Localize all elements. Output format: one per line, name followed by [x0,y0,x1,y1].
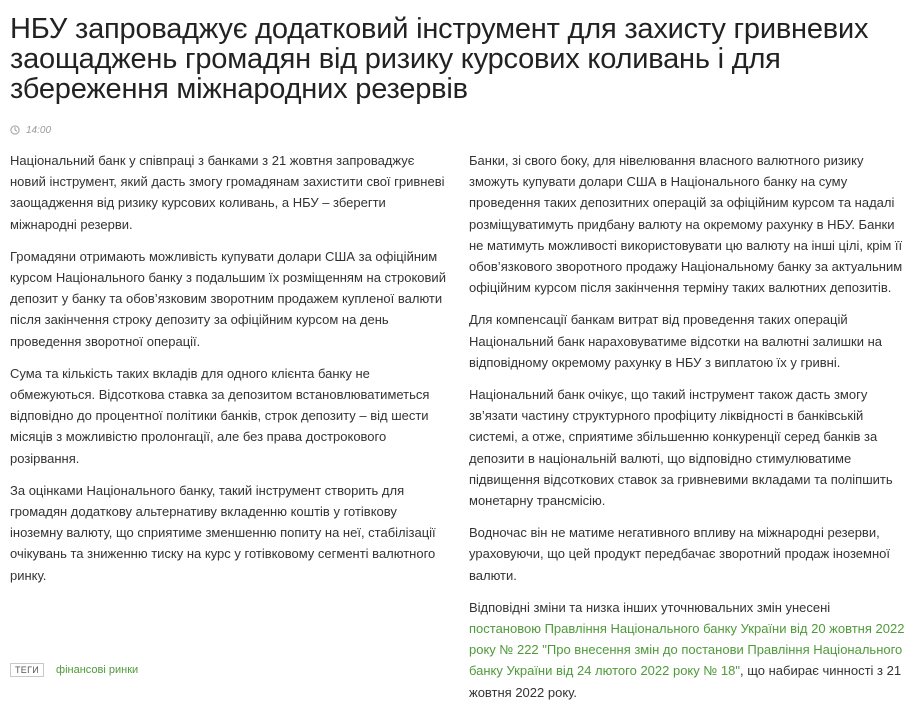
tag-link[interactable]: фінансові ринки [56,664,139,676]
paragraph: Водночас він не матиме негативного впливу на міжнародні резерви, ураховуючи, що цей продукт передбачає зворотний продаж іноземної валюти. [469,525,890,583]
clock-icon [10,125,20,135]
article-right-column [469,150,905,714]
article-left-column [10,150,446,597]
paragraph: Національний банк у співпраці з банками з 21 жовтня запроваджує новий інструмент, який дасть змогу громадянам захистити свої гривневі заощадження від ризику курсових коливань, а НБУ – зберегти міжнародні резерви. [10,153,445,232]
paragraph: Сума та кількість таких вкладів для одного клієнта банку не обмежуються. Відсоткова ставка за депозитом встановлюватиметься відповідно до процентної політики банків, строк депозиту – від шести місяців з можливістю пролонгації, але без права дострокового розірвання. [10,365,430,466]
paragraph: Для компенсації банкам витрат від проведення таких операцій Національний банк нараховуватиме відсотки на валютні залишки на відповідному окремому рахунку в НБУ з виплатою їх у гривні. [469,312,883,370]
tags-bar [10,663,138,677]
paragraph: Громадяни отримають можливість купувати долари США за офіційним курсом Національного банку з подальшим їх розміщенням на строковий депозит у банку та обов’язковим зворотним продажем купленої валюти після закінчення строку депозиту за офіційним курсом на день проведення зворотної операції. [10,248,446,349]
final-paragraph-tail: , що набирає чинності з 21 жовтня 2022 року. [469,663,902,700]
paragraph: Банки, зі свого боку, для нівелювання власного валютного ризику зможуть купувати долари США в Національного банку на суму проведення таких депозитних операцій за офіційним курсом та надалі розміщуватимуть придбану валюту на окремому рахунку в НБУ. Банки не матимуть можливості використовувати цю валюту на інші цілі, крім її обов’язкового зворотного продажу Національному банку за актуальним офіційним курсом після закінчення терміну таких валютних депозитів. [469,153,903,296]
resolution-link[interactable]: постановою Правління Національного банку України від 20 жовтня 2022 року № 222 "Про внесення змін до постанови Правління Національного банку України від 24 лютого 2022 року № 18" [469,621,905,679]
article-meta [10,123,51,137]
paragraph: Національний банк очікує, що такий інструмент також дасть змогу зв’язати частину структурного профіциту ліквідності в банківській системі, а отже, сприятиме збільшенню конкуренції серед банків за депозити в національній валюті, що відповідно стимулюватиме підвищення відсоткових ставок за гривневими вкладами та поліпшить монетарну трансмісію. [469,387,893,509]
tags-label: ТЕГИ [10,663,44,677]
final-paragraph-text: Відповідні зміни та низка інших уточнювальних змін унесені [469,599,831,615]
final-paragraph [469,597,905,703]
publish-time: 14:00 [26,124,52,136]
article-title: НБУ запроваджує додатковий інструмент для захисту гривневих заощаджень громадян від ризику курсових коливань і для збереження міжнародних резервів [10,13,869,105]
paragraph: За оцінками Національного банку, такий інструмент створить для громадян додаткову альтернативу вкладенню коштів у готівкову іноземну валюту, що сприятиме зменшенню попиту на неї, стабілізації очікувань та зниженню тиску на курс у готівковому сегменті валютного ринку. [10,482,436,583]
